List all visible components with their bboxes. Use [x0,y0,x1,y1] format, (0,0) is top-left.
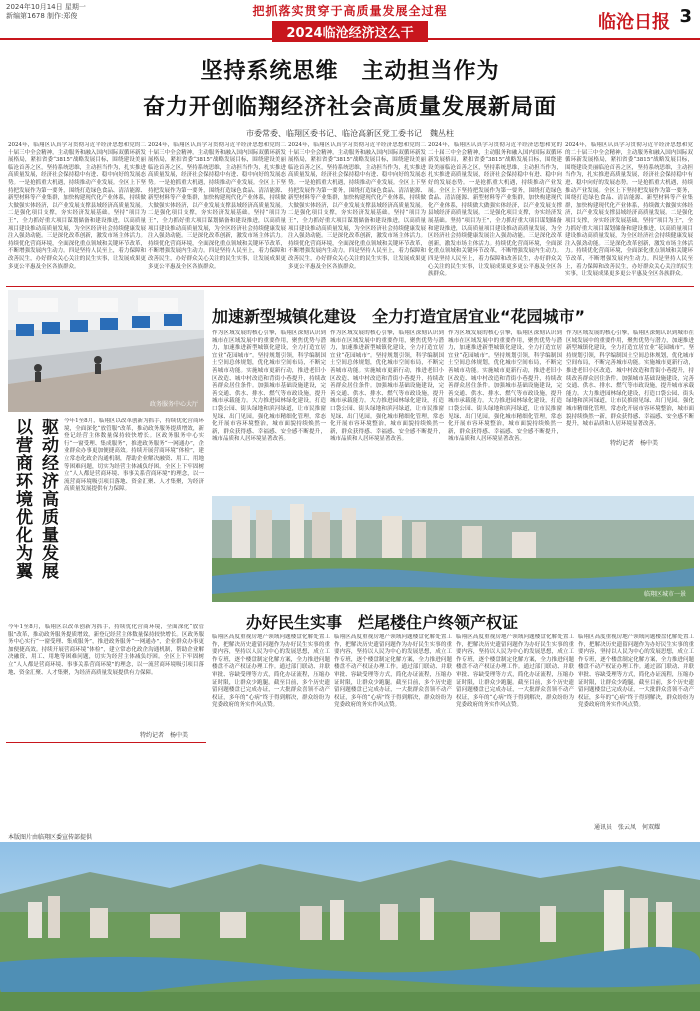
photo-credit: 本版图片由临翔区委宣传部提供 [8,834,93,841]
publish-date: 2024年10月14日 星期一 [6,3,86,11]
newspaper-name: 临沧日报 [598,12,670,33]
business-headline-1: 以营商环境优化为翼 [12,418,32,580]
page-number: 3 [679,6,692,27]
lead-column-5: 2024年，临翔区认真学习贯彻习近平经济思想和党的二十届三中全会精神，主动服务和融入国内国际双循环新发展格局，紧扣省委“3815”战略发展目标，围绕建设美丽临沧首善之区，坚持系统思维，主动担当作为，扎实推进高质量发展，经济社会保持稳中有进、稳中向好的发展态势。一是抢抓重大机遇，持续推动产业发展。全区上下坚持把发展作为第一要务，围绕打造绿色食品、清洁能源、新型材料等产业集群，加快构建现代化产业体系，持续做大做强实体经济，以产业发展支撑县域经济高质量发展。二是强化项目支撑，夯实经济发展基础。坚持“项目为王”，全力抓好重大项目谋划储备和建设推进，以高质量项目建设推动高质量发展，为全区经济社会持续健康发展注入强劲动能。三是深化改革创新，激发市场主体活力。持续优化营商环境，全面深化重点领域和关键环节改革，不断增强发展内生动力。四是坚持人民至上，着力保障和改善民生，办好群众关心关注的民生实事，让发展成果更多更公平惠及全区各族群众。 [565,142,693,278]
date-line [6,3,86,21]
business-column-1: 今年1至8月，临翔区以改革创新为抓手，持续优化营商环境，全面深化“放管服”改革，推动政务服务提质增效，新登记经营主体数量保持较快增长。区政务服务中心实行“一窗受理、集成服务”，推进政务服务“一网通办”，企业群众办事更加便捷高效。持续开展营商环境“体检”，建立常态化政企沟通机制，帮助企业解决融资、用工、用地等困难问题，切实为经营主体减负纾困。全区上下牢固树立“人人都是营商环境、事事关系营商环境”的理念，以一流营商环境吸引项目落地、资金汇聚、人才集聚，为经济高质量发展提供有力保障。 [64,418,204,493]
banner-slogan: 把抓落实贯穿于高质量发展全过程 [252,4,448,18]
lead-column-1: 2024年，临翔区认真学习贯彻习近平经济思想和党的二十届三中全会精神，主动服务和融入国内国际双循环新发展格局，紧扣省委“3815”战略发展目标，围绕建设美丽临沧首善之区，坚持系统思维，主动担当作为，扎实推进高质量发展，经济社会保持稳中有进、稳中向好的发展态势。一是抢抓重大机遇，持续推动产业发展。全区上下坚持把发展作为第一要务，围绕打造绿色食品、清洁能源、新型材料等产业集群，加快构建现代化产业体系，持续做大做强实体经济，以产业发展支撑县域经济高质量发展。二是强化项目支撑，夯实经济发展基础。坚持“项目为王”，全力抓好重大项目谋划储备和建设推进，以高质量项目建设推动高质量发展，为全区经济社会持续健康发展注入强劲动能。三是深化改革创新，激发市场主体活力。持续优化营商环境，全面深化重点领域和关键环节改革，不断增强发展内生动力。四是坚持人民至上，着力保障和改善民生，办好群众关心关注的民生实事，让发展成果更多更公平惠及全区各族群众。 [8,142,146,270]
lead-byline: 市委常委、临翔区委书记、临沧高新区党工委书记 魏丛柱 [246,129,454,138]
panorama-photo [0,842,700,1011]
service-hall-photo [8,290,204,412]
housing-author: 通讯员 张云凤 何双耀 [594,824,661,831]
service-hall-caption: 政务服务中心大厅 [149,401,198,408]
housing-column-3: 临翔区高度重视房地产领域问题楼盘化解处置工作，把解决历史遗留问题作为办好民生实事的重要内容，坚持以人民为中心的发展思想，成立工作专班，逐个楼盘制定化解方案，全力推进问题楼盘不动产权证办理工作。通过部门联动、并联审批、容缺受理等方式，简化办证流程，压缩办证时限，让群众少跑腿。截至目前，多个历史遗留问题楼盘已完成办证，一大批群众喜领不动产权证，多年的“心病”终于得到解决，群众纷纷为党委政府的务实作风点赞。 [456,634,574,709]
business-column-2: 今年1至8月，临翔区以改革创新为抓手，持续优化营商环境，全面深化“放管服”改革，推动政务服务提质增效，新登记经营主体数量保持较快增长。区政务服务中心实行“一窗受理、集成服务”，推进政务服务“一网通办”，企业群众办事更加便捷高效。持续开展营商环境“体检”，建立常态化政企沟通机制，帮助企业解决融资、用工、用地等困难问题，切实为经营主体减负纾困。全区上下牢固树立“人人都是营商环境、事事关系营商环境”的理念，以一流营商环境吸引项目落地、资金汇聚、人才集聚，为经济高质量发展提供有力保障。 [8,624,204,676]
section-divider [6,286,694,287]
urbanization-author: 特约记者 杨中美 [610,440,659,447]
business-headline-2: 驱动经济高质量发展 [38,418,58,580]
city-view-photo [212,496,694,602]
housing-headline: 办好民生实事 烂尾楼住户终领产权证 [246,613,519,632]
edition-info: 新编第1678 制作:郑俊 [6,12,78,20]
urbanization-headline: 加速新型城镇化建设 全力打造宜居宜业“花园城市” [212,307,586,326]
urbanization-column-1: 作为区域发展的核心引擎，临翔区深刻认识到城市在区域发展中的重要作用，聚焦优势与潜力，加速推进新型城镇化建设，全力打造宜居宜业“花园城市”。坚持规划引领，科学编制国土空间总体规划，优化城市空间布局，不断完善城市功能。实施城市更新行动，推进老旧小区改造、城中村改造和背街小巷提升，持续改善群众居住条件。加强城市基础设施建设，完善交通、供水、排水、燃气等市政设施，提升城市承载能力。大力推进园林绿化建设，打造口袋公园、街头绿地和滨河绿道，让市民推窗见绿、出门见园。强化城市精细化管理，常态化开展市容环境整治，城市面貌持续焕然一新，群众获得感、幸福感、安全感不断提升，城市品质和人居环境显著改善。 [212,330,326,443]
urbanization-column-3: 作为区域发展的核心引擎，临翔区深刻认识到城市在区域发展中的重要作用，聚焦优势与潜力，加速推进新型城镇化建设，全力打造宜居宜业“花园城市”。坚持规划引领，科学编制国土空间总体规划，优化城市空间布局，不断完善城市功能。实施城市更新行动，推进老旧小区改造、城中村改造和背街小巷提升，持续改善群众居住条件。加强城市基础设施建设，完善交通、供水、排水、燃气等市政设施，提升城市承载能力。大力推进园林绿化建设，打造口袋公园、街头绿地和滨河绿道，让市民推窗见绿、出门见园。强化城市精细化管理，常态化开展市容环境整治，城市面貌持续焕然一新，群众获得感、幸福感、安全感不断提升，城市品质和人居环境显著改善。 [448,330,562,443]
lead-column-2: 2024年，临翔区认真学习贯彻习近平经济思想和党的二十届三中全会精神，主动服务和融入国内国际双循环新发展格局，紧扣省委“3815”战略发展目标，围绕建设美丽临沧首善之区，坚持系统思维，主动担当作为，扎实推进高质量发展，经济社会保持稳中有进、稳中向好的发展态势。一是抢抓重大机遇，持续推动产业发展。全区上下坚持把发展作为第一要务，围绕打造绿色食品、清洁能源、新型材料等产业集群，加快构建现代化产业体系，持续做大做强实体经济，以产业发展支撑县域经济高质量发展。二是强化项目支撑，夯实经济发展基础。坚持“项目为王”，全力抓好重大项目谋划储备和建设推进，以高质量项目建设推动高质量发展，为全区经济社会持续健康发展注入强劲动能。三是深化改革创新，激发市场主体活力。持续优化营商环境，全面深化重点领域和关键环节改革，不断增强发展内生动力。四是坚持人民至上，着力保障和改善民生，办好群众关心关注的民生实事，让发展成果更多更公平惠及全区各族群众。 [148,142,286,270]
housing-column-2: 临翔区高度重视房地产领域问题楼盘化解处置工作，把解决历史遗留问题作为办好民生实事的重要内容，坚持以人民为中心的发展思想，成立工作专班，逐个楼盘制定化解方案，全力推进问题楼盘不动产权证办理工作。通过部门联动、并联审批、容缺受理等方式，简化办证流程，压缩办证时限，让群众少跑腿。截至目前，多个历史遗留问题楼盘已完成办证，一大批群众喜领不动产权证，多年的“心病”终于得到解决，群众纷纷为党委政府的务实作风点赞。 [334,634,452,709]
housing-column-4: 临翔区高度重视房地产领域问题楼盘化解处置工作，把解决历史遗留问题作为办好民生实事的重要内容，坚持以人民为中心的发展思想，成立工作专班，逐个楼盘制定化解方案，全力推进问题楼盘不动产权证办理工作。通过部门联动、并联审批、容缺受理等方式，简化办证流程，压缩办证时限，让群众少跑腿。截至目前，多个历史遗留问题楼盘已完成办证，一大批群众喜领不动产权证，多年的“心病”终于得到解决，群众纷纷为党委政府的务实作风点赞。 [578,634,694,709]
city-view-illustration [212,496,694,602]
lead-headline-line-1: 坚持系统思维 主动担当作为 [200,59,500,84]
urbanization-column-2: 作为区域发展的核心引擎，临翔区深刻认识到城市在区域发展中的重要作用，聚焦优势与潜力，加速推进新型城镇化建设，全力打造宜居宜业“花园城市”。坚持规划引领，科学编制国土空间总体规划，优化城市空间布局，不断完善城市功能。实施城市更新行动，推进老旧小区改造、城中村改造和背街小巷提升，持续改善群众居住条件。加强城市基础设施建设，完善交通、供水、排水、燃气等市政设施，提升城市承载能力。大力推进园林绿化建设，打造口袋公园、街头绿地和滨河绿道，让市民推窗见绿、出门见园。强化城市精细化管理，常态化开展市容环境整治，城市面貌持续焕然一新，群众获得感、幸福感、安全感不断提升，城市品质和人居环境显著改善。 [330,330,444,443]
urbanization-column-4: 作为区域发展的核心引擎，临翔区深刻认识到城市在区域发展中的重要作用，聚焦优势与潜力，加速推进新型城镇化建设，全力打造宜居宜业“花园城市”。坚持规划引领，科学编制国土空间总体规划，优化城市空间布局，不断完善城市功能。实施城市更新行动，推进老旧小区改造、城中村改造和背街小巷提升，持续改善群众居住条件。加强城市基础设施建设，完善交通、供水、排水、燃气等市政设施，提升城市承载能力。大力推进园林绿化建设，打造口袋公园、街头绿地和滨河绿道，让市民推窗见绿、出门见园。强化城市精细化管理，常态化开展市容环境整治，城市面貌持续焕然一新，群众获得感、幸福感、安全感不断提升，城市品质和人居环境显著改善。 [566,330,694,428]
lead-column-4: 2024年，临翔区认真学习贯彻习近平经济思想和党的二十届三中全会精神，主动服务和融入国内国际双循环新发展格局，紧扣省委“3815”战略发展目标，围绕建设美丽临沧首善之区，坚持系统思维，主动担当作为，扎实推进高质量发展，经济社会保持稳中有进、稳中向好的发展态势。一是抢抓重大机遇，持续推动产业发展。全区上下坚持把发展作为第一要务，围绕打造绿色食品、清洁能源、新型材料等产业集群，加快构建现代化产业体系，持续做大做强实体经济，以产业发展支撑县域经济高质量发展。二是强化项目支撑，夯实经济发展基础。坚持“项目为王”，全力抓好重大项目谋划储备和建设推进，以高质量项目建设推动高质量发展，为全区经济社会持续健康发展注入强劲动能。三是深化改革创新，激发市场主体活力。持续优化营商环境，全面深化重点领域和关键环节改革，不断增强发展内生动力。四是坚持人民至上，着力保障和改善民生，办好群众关心关注的民生实事，让发展成果更多更公平惠及全区各族群众。 [428,142,562,278]
masthead [0,0,700,40]
city-view-caption: 临翔区城市一景 [643,591,686,598]
column-banner [205,2,495,41]
panorama-illustration [0,842,700,1011]
lead-column-3: 2024年，临翔区认真学习贯彻习近平经济思想和党的二十届三中全会精神，主动服务和融入国内国际双循环新发展格局，紧扣省委“3815”战略发展目标，围绕建设美丽临沧首善之区，坚持系统思维，主动担当作为，扎实推进高质量发展，经济社会保持稳中有进、稳中向好的发展态势。一是抢抓重大机遇，持续推动产业发展。全区上下坚持把发展作为第一要务，围绕打造绿色食品、清洁能源、新型材料等产业集群，加快构建现代化产业体系，持续做大做强实体经济，以产业发展支撑县域经济高质量发展。二是强化项目支撑，夯实经济发展基础。坚持“项目为王”，全力抓好重大项目谋划储备和建设推进，以高质量项目建设推动高质量发展，为全区经济社会持续健康发展注入强劲动能。三是深化改革创新，激发市场主体活力。持续优化营商环境，全面深化重点领域和关键环节改革，不断增强发展内生动力。四是坚持人民至上，着力保障和改善民生，办好群众关心关注的民生实事，让发展成果更多更公平惠及全区各族群众。 [288,142,426,270]
lead-headline-line-2: 奋力开创临翔经济社会高质量发展新局面 [142,95,557,120]
banner-theme: 2024临沧经济这么干 [272,21,427,42]
housing-column-1: 临翔区高度重视房地产领域问题楼盘化解处置工作，把解决历史遗留问题作为办好民生实事的重要内容，坚持以人民为中心的发展思想，成立工作专班，逐个楼盘制定化解方案，全力推进问题楼盘不动产权证办理工作。通过部门联动、并联审批、容缺受理等方式，简化办证流程，压缩办证时限，让群众少跑腿。截至目前，多个历史遗留问题楼盘已完成办证，一大批群众喜领不动产权证，多年的“心病”终于得到解决，群众纷纷为党委政府的务实作风点赞。 [212,634,330,709]
service-hall-illustration [8,290,204,412]
business-author: 特约记者 杨中美 [140,732,189,739]
business-bottom-rule [6,742,206,743]
